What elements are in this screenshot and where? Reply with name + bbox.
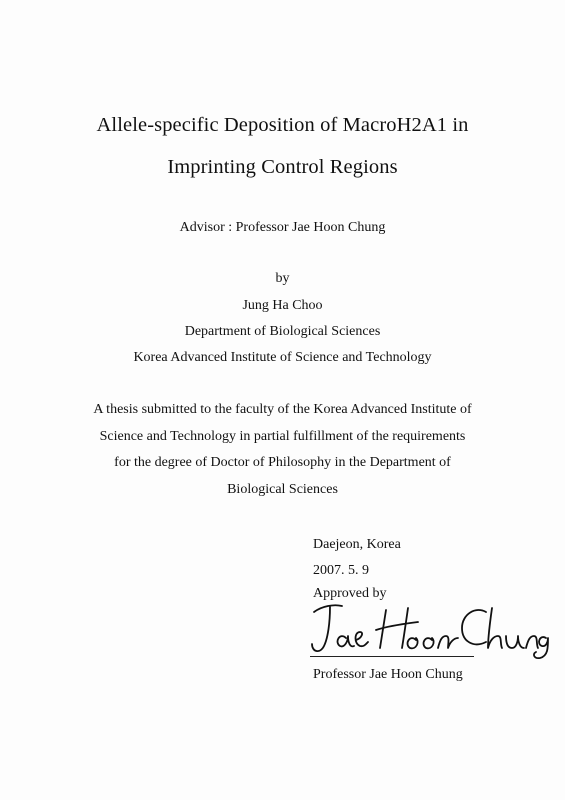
statement-line-2: Science and Technology in partial fulfillment of the requirements — [99, 429, 466, 444]
by-label: by — [275, 271, 290, 286]
title-line-1: Allele-specific Deposition of MacroH2A1 in — [96, 114, 469, 136]
approval-place: Daejeon, Korea — [313, 537, 401, 552]
approval-date: 2007. 5. 9 — [313, 563, 369, 578]
signature-icon — [308, 598, 552, 660]
statement-line-3: for the degree of Doctor of Philosophy in the Department of — [114, 455, 451, 470]
author-name: Jung Ha Choo — [242, 298, 323, 313]
signature-line — [310, 656, 474, 657]
statement-line-1: A thesis submitted to the faculty of the Korea Advanced Institute of — [93, 402, 472, 417]
approved-by-label: Approved by — [313, 586, 387, 601]
title-line-2: Imprinting Control Regions — [167, 156, 398, 178]
department: Department of Biological Sciences — [184, 324, 381, 339]
institution: Korea Advanced Institute of Science and Technology — [133, 350, 432, 365]
statement-line-4: Biological Sciences — [227, 482, 338, 497]
advisor-line: Advisor : Professor Jae Hoon Chung — [179, 220, 386, 235]
signer-name: Professor Jae Hoon Chung — [313, 667, 463, 682]
